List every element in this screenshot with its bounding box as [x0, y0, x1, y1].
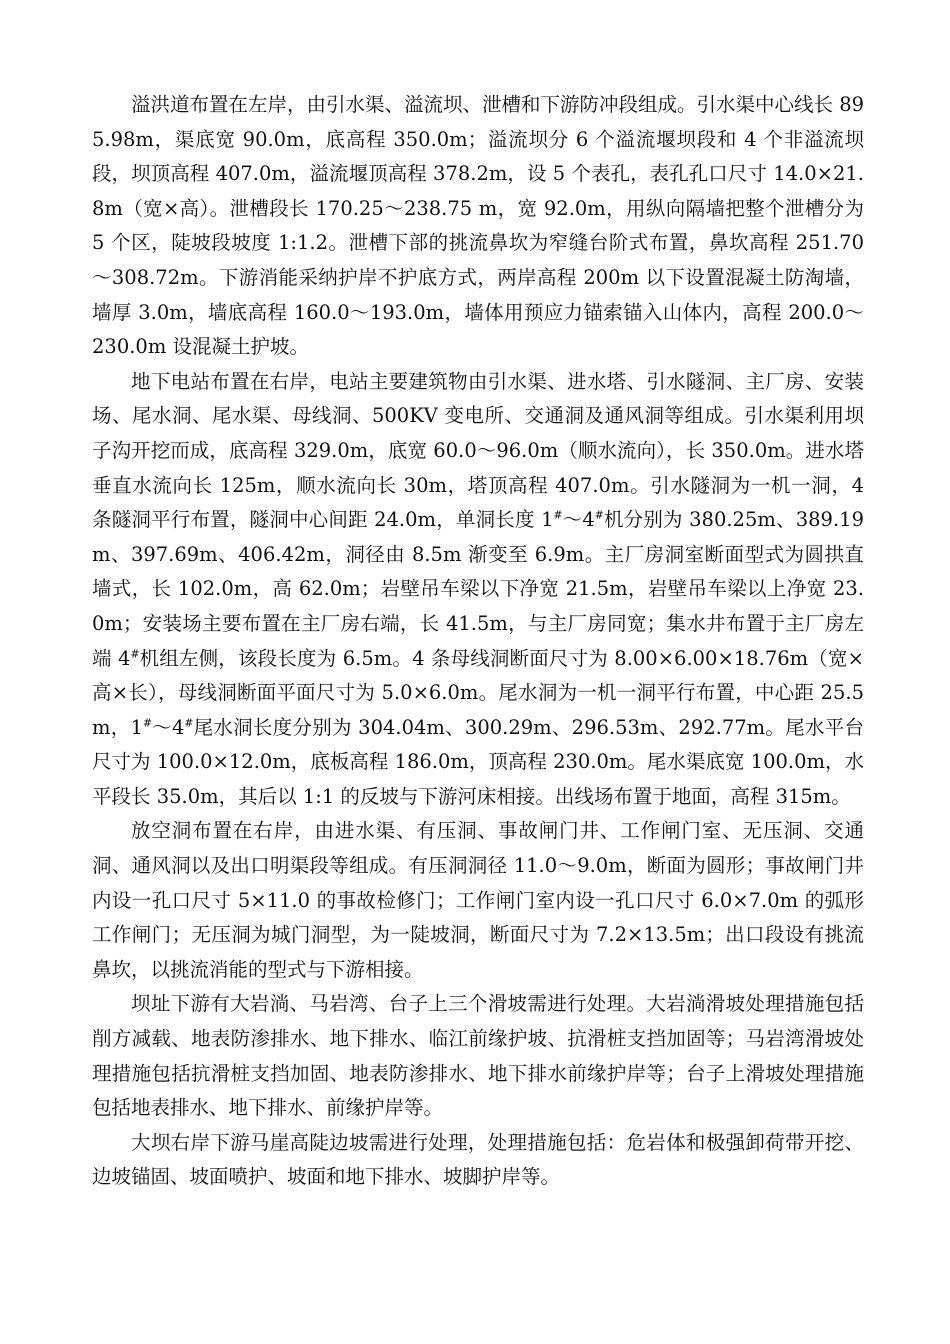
- text-run: 坝址下游有大岩淌、马岩湾、台子上三个滑坡需进行处理。大岩淌滑坡处理措施包括削方减载、地表防渗排水、地下排水、临江前缘护坡、抗滑桩支挡加固等；马岩湾滑坡处理措施包括抗滑桩支挡加固、地表防渗排水、地下排水前缘护岸等；台子上滑坡处理措施包括地表排水、地下排水、前缘护岸等。: [92, 992, 864, 1120]
- text-run: 大坝右岸下游马崖高陡边坡需进行处理，处理措施包括：危岩体和极强卸荷带开挖、边坡锚固、坡面喷护、坡面和地下排水、坡脚护岸等。: [92, 1130, 864, 1189]
- paragraph: [92, 88, 864, 365]
- superscript-mark: #: [184, 716, 194, 730]
- text-run: 机组左侧，该段长度为 6.5m。4 条母线洞断面尺寸为 8.00×6.00×18.76m（宽×高×长），母线洞断面平面尺寸为 5.0×6.0m。尾水洞为一机一洞平行布置，中心距 25.5m，1: [92, 646, 864, 739]
- superscript-mark: #: [142, 716, 152, 730]
- document-page: [92, 88, 864, 1195]
- paragraph: [92, 365, 864, 815]
- paragraph: [92, 1126, 864, 1195]
- text-run: 机分别为 380.25m、389.19m、397.69m、406.42m，洞径由 8.5m 渐变至 6.9m。主厂房洞室断面型式为圆拱直墙式，长 102.0m，高 62.0m；岩壁吊车梁以下净宽 21.5m，岩壁吊车梁以上净宽 23.0m；安装场主要布置在主厂房右端，长 41.5m，与主厂房同宽；集水井布置于主厂房左端 4: [92, 508, 864, 670]
- text-run: ～4: [562, 508, 595, 532]
- paragraph: [92, 814, 864, 987]
- text-run: 溢洪道布置在左岸，由引水渠、溢流坝、泄槽和下游防冲段组成。引水渠中心线长 895.98m，渠底宽 90.0m，底高程 350.0m；溢流坝分 6 个溢流堰坝段和 4 个非溢流坝段，坝顶高程 407.0m，溢流堰顶高程 378.2m，设 5 个表孔，表孔孔口尺寸 14.0×21.8m（宽×高）。泄槽段长 170.25～238.75 m，宽 92.0m，用纵向隔墙把整个泄槽分为 5 个区，陡坡段坡度 1:1.2。泄槽下部的挑流鼻坎为窄缝台阶式布置，鼻坎高程 251.70～308.72m。下游消能采纳护岸不护底方式，两岸高程 200m 以下设置混凝土防淘墙，墙厚 3.0m，墙底高程 160.0～193.0m，墙体用预应力锚索锚入山体内，高程 200.0～230.0m 设混凝土护坡。: [92, 93, 865, 359]
- text-run: 地下电站布置在右岸，电站主要建筑物由引水渠、进水塔、引水隧洞、主厂房、安装场、尾水洞、尾水渠、母线洞、500KV 变电所、交通洞及通风洞等组成。引水渠利用坝子沟开挖而成，底高程 329.0m，底宽 60.0～96.0m（顺水流向），长 350.0m。进水塔垂直水流向长 125m，顺水流向长 30m，塔顶高程 407.0m。引水隧洞为一机一洞，4 条隧洞平行布置，隧洞中心间距 24.0m，单洞长度 1: [92, 369, 864, 532]
- text-run: 尾水洞长度分别为 304.04m、300.29m、296.53m、292.77m。尾水平台尺寸为 100.0×12.0m，底板高程 186.0m，顶高程 230.0m。尾水渠底宽 100.0m，水平段长 35.0m，其后以 1:1 的反坡与下游河床相接。出线场布置于地面，高程 315m。: [92, 715, 864, 808]
- superscript-mark: #: [594, 508, 604, 522]
- superscript-mark: #: [553, 508, 563, 522]
- text-run: 放空洞布置在右岸，由进水渠、有压洞、事故闸门井、工作闸门室、无压洞、交通洞、通风洞以及出口明渠段等组成。有压洞洞径 11.0～9.0m，断面为圆形；事故闸门井内设一孔口尺寸 5×11.0 的事故检修门；工作闸门室内设一孔口尺寸 6.0×7.0m 的弧形工作闸门；无压洞为城门洞型，为一陡坡洞，断面尺寸为 7.2×13.5m；出口段设有挑流鼻坎，以挑流消能的型式与下游相接。: [92, 819, 864, 981]
- paragraph: [92, 987, 864, 1125]
- text-run: ～4: [151, 715, 185, 739]
- superscript-mark: #: [130, 647, 140, 660]
